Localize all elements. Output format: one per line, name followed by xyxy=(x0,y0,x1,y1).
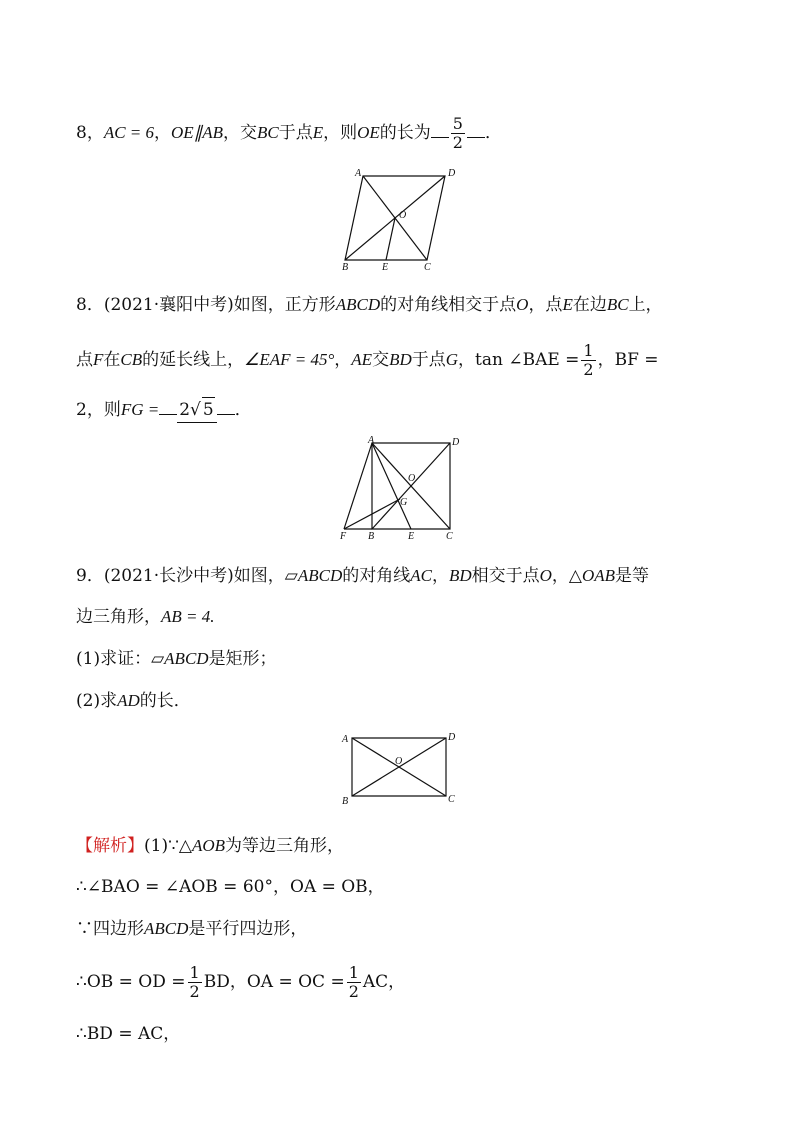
answer-fraction: $\frac{5}{2}$ xyxy=(452,114,463,152)
problem9-line1: 9．(2021·长沙中考)如图，▱ABCD的对角线AC，BD相交于点O，△OAB是等 xyxy=(76,566,650,586)
label-b: B xyxy=(342,796,349,807)
problem9-q2: (2)求AD的长． xyxy=(76,691,191,711)
label-a: A xyxy=(355,168,362,179)
solution-line3: ∵四边形ABCD是平行四边形， xyxy=(76,919,308,939)
label-d: D xyxy=(448,168,456,179)
solution-line1: 【解析】(1)∵△AOB为等边三角形， xyxy=(76,836,345,856)
figure-square xyxy=(338,435,464,543)
figure-rectangle xyxy=(340,730,464,810)
label-e: E xyxy=(382,262,389,273)
segment-ae xyxy=(372,443,411,529)
problem9-line2: 边三角形，AB = 4. xyxy=(76,607,215,627)
problem8-line2: 点F在CB的延长线上，∠EAF = 45°，AE交BD于点G，tan ∠BAE = $\frac{1}{2}$ ，BF = xyxy=(76,341,659,379)
analysis-tag: 【解析】 xyxy=(76,836,144,856)
label-b: B xyxy=(368,531,375,542)
label-c: C xyxy=(446,531,453,542)
label-b: B xyxy=(342,262,349,273)
tan-fraction: $\frac{1}{2}$ xyxy=(583,341,594,379)
problem8-line3: 2，则FG = 2√ 5 ． xyxy=(76,397,252,423)
figure-parallelogram xyxy=(340,166,460,273)
label-d: D xyxy=(452,437,460,448)
answer-fg: 2√ 5 xyxy=(177,397,217,423)
label-c: C xyxy=(448,794,455,805)
problem-prev-line: 8，AC = 6，OE∥AB，交BC于点E，则OE的长为 $\frac{5}{2}$ ． xyxy=(76,114,502,152)
label-g: G xyxy=(400,497,408,508)
solution-line5: ∴BD = AC， xyxy=(76,1024,181,1044)
problem8-line1: 8．(2021·襄阳中考)如图，正方形ABCD的对角线相交于点O，点E在边BC上， xyxy=(76,295,663,315)
solution-line4: ∴OB = OD = $\frac{1}{2}$ BD，OA = OC = $\frac{1}{2}$ AC， xyxy=(76,963,406,1001)
label-o: O xyxy=(408,473,416,484)
label-c: C xyxy=(424,262,431,273)
label-o: O xyxy=(399,210,407,221)
label-a: A xyxy=(368,435,375,446)
label-a: A xyxy=(342,734,349,745)
solution-line2: ∴∠BAO = ∠AOB = 60°，OA = OB， xyxy=(76,877,385,897)
label-e: E xyxy=(408,531,415,542)
label-f: F xyxy=(340,531,347,542)
label-d: D xyxy=(448,732,456,743)
label-o: O xyxy=(395,756,403,767)
problem9-q1: (1)求证：▱ABCD是矩形； xyxy=(76,649,277,669)
